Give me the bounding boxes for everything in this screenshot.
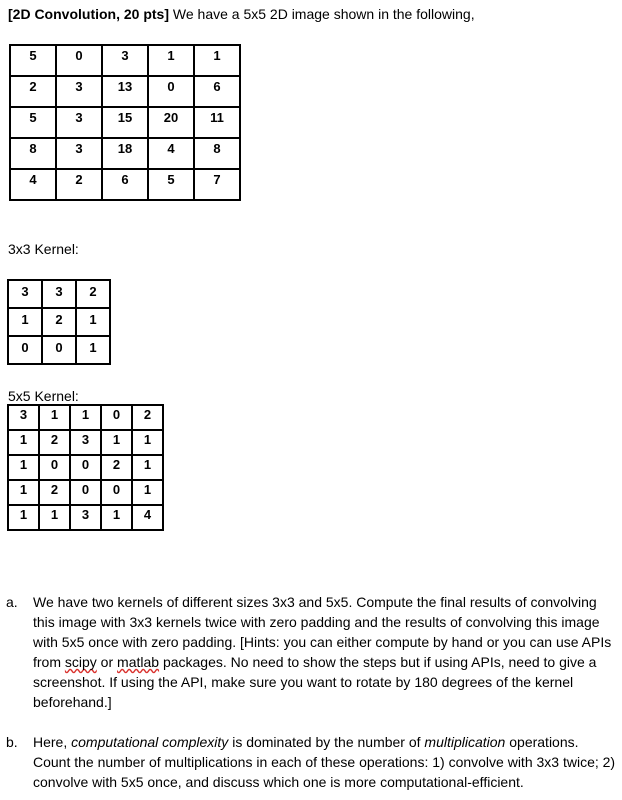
matrix-cell: 0 xyxy=(70,480,101,505)
problem-heading xyxy=(8,6,475,22)
question-b-part1: Here, xyxy=(33,734,72,750)
matrix-cell: 18 xyxy=(102,138,148,169)
question-b-part3: operations. Count the number of multiplications in each of these operations: 1) convolve with 3x3 twice; 2) convolve with 5x5 once, and discuss which one is more computational-efficient. xyxy=(33,734,616,790)
matrix-row xyxy=(10,107,240,138)
matrix-row xyxy=(8,336,110,364)
matrix-cell: 1 xyxy=(148,45,194,76)
matrix-cell: 1 xyxy=(8,480,39,505)
question-a xyxy=(6,592,616,712)
matrix-cell: 2 xyxy=(39,430,70,455)
matrix-cell: 0 xyxy=(56,45,102,76)
matrix-cell: 0 xyxy=(101,480,132,505)
matrix-cell: 3 xyxy=(42,280,76,308)
kernel3-label: 3x3 Kernel: xyxy=(8,241,79,257)
matrix-cell: 3 xyxy=(102,45,148,76)
matrix-cell: 0 xyxy=(148,76,194,107)
matrix-cell: 11 xyxy=(194,107,240,138)
matrix-cell: 3 xyxy=(56,76,102,107)
matrix-cell: 7 xyxy=(194,169,240,200)
matrix-cell: 1 xyxy=(194,45,240,76)
matrix-cell: 0 xyxy=(8,336,42,364)
question-a-text xyxy=(33,592,616,712)
question-b-em1: computational complexity xyxy=(71,734,229,750)
matrix-cell: 2 xyxy=(42,308,76,336)
matrix-cell: 1 xyxy=(39,405,70,430)
problem-heading-bold: [2D Convolution, 20 pts] xyxy=(8,6,169,22)
matrix-cell: 1 xyxy=(8,455,39,480)
matrix-cell: 1 xyxy=(8,308,42,336)
matrix-cell: 3 xyxy=(70,430,101,455)
kernel5-table xyxy=(7,404,164,531)
question-a-sciy: scipy xyxy=(64,654,97,670)
matrix-cell: 1 xyxy=(76,308,110,336)
problem-heading-text: We have a 5x5 2D image shown in the following, xyxy=(169,6,475,22)
question-b-part2: is dominated by the number of xyxy=(228,734,425,750)
matrix-row xyxy=(8,480,163,505)
matrix-row xyxy=(8,455,163,480)
matrix-cell: 1 xyxy=(76,336,110,364)
matrix-row xyxy=(10,45,240,76)
matrix-cell: 2 xyxy=(10,76,56,107)
matrix-cell: 1 xyxy=(132,455,163,480)
matrix-cell: 2 xyxy=(76,280,110,308)
matrix-cell: 1 xyxy=(132,480,163,505)
matrix-cell: 5 xyxy=(10,45,56,76)
matrix-cell: 0 xyxy=(70,455,101,480)
matrix-cell: 3 xyxy=(56,107,102,138)
matrix-cell: 3 xyxy=(8,405,39,430)
matrix-cell: 4 xyxy=(132,505,163,530)
matrix-cell: 5 xyxy=(148,169,194,200)
matrix-cell: 5 xyxy=(10,107,56,138)
question-a-part2: or xyxy=(96,654,118,670)
matrix-cell: 6 xyxy=(194,76,240,107)
matrix-cell: 20 xyxy=(148,107,194,138)
matrix-cell: 8 xyxy=(10,138,56,169)
matrix-row xyxy=(8,280,110,308)
matrix-cell: 3 xyxy=(8,280,42,308)
matrix-row xyxy=(8,430,163,455)
matrix-cell: 1 xyxy=(132,430,163,455)
matrix-cell: 2 xyxy=(101,455,132,480)
matrix-cell: 4 xyxy=(10,169,56,200)
matrix-cell: 6 xyxy=(102,169,148,200)
matrix-cell: 1 xyxy=(8,430,39,455)
matrix-row xyxy=(10,138,240,169)
matrix-cell: 1 xyxy=(39,505,70,530)
kernel5-label: 5x5 Kernel: xyxy=(8,388,79,404)
matrix-row xyxy=(10,169,240,200)
question-a-part1: We have two kernels of different sizes 3x3 and 5x5. Compute the final results of convolving this image with 3x3 kernels twice with zero padding and the results of convolving this image with 5x5 once with zero padding. [Hints: you can either compute by hand or you can use APIs from xyxy=(33,594,612,670)
question-b xyxy=(6,732,616,792)
matrix-cell: 2 xyxy=(39,480,70,505)
question-a-marker: a. xyxy=(6,594,18,610)
question-a-part3: packages. No need to show the steps but if using APIs, need to give a screenshot. If using the API, make sure you want to rotate by 180 degrees of the kernel beforehand.] xyxy=(33,654,597,710)
matrix-row xyxy=(8,308,110,336)
question-a-matlab: matlab xyxy=(117,654,160,670)
matrix-cell: 8 xyxy=(194,138,240,169)
matrix-cell: 3 xyxy=(70,505,101,530)
matrix-cell: 2 xyxy=(132,405,163,430)
matrix-row xyxy=(8,405,163,430)
matrix-cell: 0 xyxy=(39,455,70,480)
matrix-row xyxy=(10,76,240,107)
matrix-cell: 1 xyxy=(101,505,132,530)
matrix-cell: 1 xyxy=(8,505,39,530)
matrix-cell: 4 xyxy=(148,138,194,169)
kernel3-table xyxy=(7,279,111,365)
matrix-cell: 1 xyxy=(70,405,101,430)
matrix-cell: 0 xyxy=(101,405,132,430)
matrix-cell: 0 xyxy=(42,336,76,364)
matrix-cell: 3 xyxy=(56,138,102,169)
matrix-cell: 2 xyxy=(56,169,102,200)
matrix-cell: 13 xyxy=(102,76,148,107)
question-b-em2: multiplication xyxy=(424,734,506,750)
question-b-marker: b. xyxy=(6,734,18,750)
matrix-cell: 1 xyxy=(101,430,132,455)
matrix-cell: 15 xyxy=(102,107,148,138)
matrix-row xyxy=(8,505,163,530)
question-b-text xyxy=(33,732,616,792)
image-matrix-table xyxy=(9,44,241,201)
